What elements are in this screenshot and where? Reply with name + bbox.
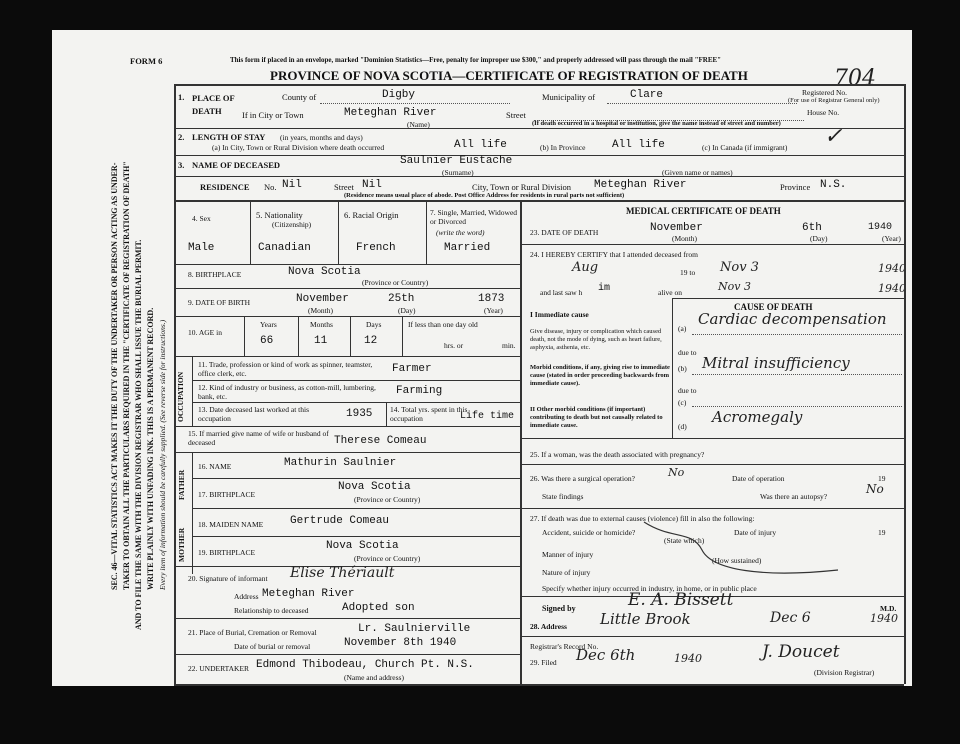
municipality-label: Municipality of bbox=[542, 92, 596, 102]
stay-a-value: All life bbox=[454, 139, 507, 151]
form-right-border bbox=[904, 84, 906, 684]
deceased-label: NAME OF DECEASED bbox=[192, 160, 280, 170]
side-instructions-1: SEC. 46—VITAL STATISTICS ACT MAKES IT THE DUTY OF THE UNDERTAKER OR PERSON ACTING AS UNDER- bbox=[110, 162, 119, 590]
medical-heading: MEDICAL CERTIFICATE OF DEATH bbox=[626, 206, 781, 216]
divider-11-12 bbox=[192, 380, 520, 381]
street-label: Street bbox=[506, 110, 526, 120]
attended-year: 1940 bbox=[878, 262, 906, 275]
place-num: 1. bbox=[178, 92, 185, 102]
death-date-label: 23. DATE OF DEATH bbox=[530, 228, 599, 237]
age-col-1 bbox=[244, 316, 245, 356]
filed-label: 29. Filed bbox=[530, 658, 557, 667]
deceased-value: Saulnier Eustache bbox=[400, 155, 513, 167]
reg-record-label: Registrar's Record No. bbox=[530, 642, 599, 651]
divider-10-11 bbox=[174, 356, 520, 357]
burial-place-label: 21. Place of Burial, Cremation or Removal bbox=[188, 628, 317, 637]
column-divider bbox=[520, 200, 522, 684]
residence-label: RESIDENCE bbox=[200, 182, 250, 192]
min-label: min. bbox=[502, 341, 516, 350]
spouse-value: Therese Comeau bbox=[334, 435, 427, 447]
due-to-2: due to bbox=[678, 386, 697, 395]
form-bottom-border bbox=[174, 684, 904, 686]
age-label: 10. AGE in bbox=[188, 328, 222, 337]
cause-b-line bbox=[692, 374, 902, 375]
stay-b-label: (b) In Province bbox=[540, 143, 586, 152]
q26-value: No bbox=[668, 466, 685, 479]
divider-1-2 bbox=[174, 128, 904, 129]
years-label: Years bbox=[260, 320, 277, 329]
last-saw-label: and last saw h bbox=[540, 288, 583, 297]
residence-street-value: Nil bbox=[362, 179, 382, 191]
divider-23-24 bbox=[520, 244, 904, 245]
months-label: Months bbox=[310, 320, 333, 329]
sex-value: Male bbox=[188, 242, 215, 254]
father-name-label: 16. NAME bbox=[198, 462, 232, 471]
divider-15-16 bbox=[174, 452, 520, 453]
city-name-label: (Name) bbox=[407, 120, 430, 129]
lastworked-value: 1935 bbox=[346, 408, 373, 420]
nationality-label: 5. Nationality bbox=[256, 210, 303, 220]
sig-address-label: 28. Address bbox=[530, 622, 567, 631]
dob-year-label: (Year) bbox=[484, 306, 503, 315]
divider-14-15 bbox=[174, 426, 520, 427]
form-top-border bbox=[174, 84, 904, 86]
dob-label: 9. DATE OF BIRTH bbox=[188, 298, 251, 307]
marital-label: 7. Single, Married, Widowed or Divorced bbox=[430, 208, 518, 226]
informant-address: Meteghan River bbox=[262, 588, 355, 600]
immediate-label: I Immediate cause bbox=[530, 310, 589, 319]
autopsy-value: No bbox=[866, 482, 884, 496]
filed-value: Dec 6th bbox=[576, 646, 636, 664]
city-value: Meteghan River bbox=[344, 107, 437, 119]
manner-label: Manner of injury bbox=[542, 550, 594, 559]
registrar-label: (Division Registrar) bbox=[814, 668, 875, 677]
dob-day-label: (Day) bbox=[398, 306, 416, 315]
cause-d-label: (d) bbox=[678, 422, 687, 431]
other-label: II Other morbid conditions (if important) contributing to death but not causally related to immediate cause. bbox=[530, 406, 663, 429]
divider-21-22 bbox=[174, 654, 520, 655]
residence-province-label: Province bbox=[780, 182, 811, 192]
totalyrs-value: Life time bbox=[459, 411, 514, 422]
stay-c-check: ✓ bbox=[824, 124, 843, 149]
state-findings: State findings bbox=[542, 492, 584, 501]
residence-note: (Residence means usual place of abode. Post Office Address for residents in rural parts not sufficient) bbox=[344, 192, 625, 199]
burial-date: November 8th 1940 bbox=[344, 637, 457, 649]
divider-24-25 bbox=[520, 438, 904, 439]
residence-no-label: No. bbox=[264, 182, 277, 192]
father-name-value: Mathurin Saulnier bbox=[284, 457, 397, 469]
relation-label: Relationship to deceased bbox=[234, 606, 309, 615]
burial-date-label: Date of burial or removal bbox=[234, 642, 311, 651]
divider-26-27 bbox=[520, 508, 904, 509]
house-no-label: House No. bbox=[807, 108, 840, 117]
signed-label: Signed by bbox=[542, 604, 576, 613]
burial-place: Lr. Saulnierville bbox=[358, 623, 471, 635]
date-op-19: 19 bbox=[878, 474, 886, 483]
mother-name-label: 18. MAIDEN NAME bbox=[198, 520, 264, 529]
father-side-label: FATHER bbox=[177, 469, 186, 500]
sig-date: Dec 6 bbox=[770, 610, 811, 626]
birthplace-label: 8. BIRTHPLACE bbox=[188, 270, 242, 279]
death-day-label: (Day) bbox=[810, 234, 828, 243]
undertaker-value: Edmond Thibodeau, Church Pt. N.S. bbox=[256, 659, 474, 671]
occupation-side-border bbox=[192, 356, 193, 426]
cause-a-line bbox=[692, 334, 902, 335]
divider-16-17 bbox=[192, 478, 520, 479]
parent-side-border bbox=[192, 452, 193, 574]
registered-no-label: Registered No. bbox=[802, 88, 847, 97]
registered-no-note: (For use of Registrar General only) bbox=[788, 97, 880, 104]
municipality-line bbox=[607, 103, 797, 104]
place-label: PLACE OF DEATH bbox=[192, 93, 235, 116]
stay-num: 2. bbox=[178, 132, 185, 142]
cause-a-label: (a) bbox=[678, 324, 687, 333]
q25: 25. If a woman, was the death associated with pregnancy? bbox=[530, 450, 705, 459]
father-birthplace-label: 17. BIRTHPLACE bbox=[198, 490, 256, 499]
col-6-7 bbox=[426, 202, 427, 264]
side-instructions-4: WRITE PLAINLY WITH UNFADING INK. THIS IS A PERMANENT RECORD. bbox=[146, 307, 155, 590]
age-days: 12 bbox=[364, 335, 378, 347]
mother-birthplace-value: Nova Scotia bbox=[326, 540, 399, 552]
spouse-label: 15. If married give name of wife or husband of deceased bbox=[188, 429, 329, 447]
divider-12-13 bbox=[192, 402, 520, 403]
county-label: County of bbox=[282, 92, 317, 102]
attended-to: Nov 3 bbox=[720, 260, 759, 275]
certify-label: 24. I HEREBY CERTIFY that I attended deceased from bbox=[530, 250, 698, 259]
undertaker-note: (Name and address) bbox=[344, 673, 404, 682]
less-than-day-label: If less than one day old bbox=[408, 320, 478, 329]
date-injury-label: Date of injury bbox=[734, 528, 777, 537]
divider-20-21 bbox=[174, 618, 520, 619]
age-col-4 bbox=[402, 316, 403, 356]
autopsy-label: Was there an autopsy? bbox=[760, 492, 828, 501]
divider-7-8 bbox=[174, 264, 520, 265]
marital-value: Married bbox=[444, 242, 491, 254]
divider-18-19 bbox=[192, 536, 520, 537]
due-to-1: due to bbox=[678, 348, 697, 357]
hospital-note: (If death occurred in a hospital or institution, give the name instead of street and number) bbox=[532, 120, 781, 127]
date-op-label: Date of operation bbox=[732, 474, 785, 483]
dob-year: 1873 bbox=[478, 293, 505, 305]
date-injury-19: 19 bbox=[878, 528, 886, 537]
relation-value: Adopted son bbox=[342, 602, 415, 614]
dob-day: 25th bbox=[388, 293, 415, 305]
alive-year: 1940 bbox=[878, 282, 906, 295]
attended-from: Aug bbox=[572, 260, 599, 275]
father-prov-note: (Province or Country) bbox=[354, 495, 421, 504]
informant-signature: Elise Thériault bbox=[290, 565, 395, 581]
age-col-2 bbox=[298, 316, 299, 356]
envelope-note: This form if placed in an envelope, marked "Dominion Statistics—Free, penalty for improper use $300," and properly addressed will pass through the mail "FREE" bbox=[230, 56, 722, 64]
stay-c-label: (c) In Canada (if immigrant) bbox=[702, 143, 788, 152]
informant-address-label: Address bbox=[234, 592, 259, 601]
death-year-label: (Year) bbox=[882, 234, 901, 243]
residence-no-value: Nil bbox=[282, 179, 302, 191]
divider-28-29 bbox=[520, 636, 904, 637]
father-birthplace-value: Nova Scotia bbox=[338, 481, 411, 493]
death-certificate bbox=[52, 30, 912, 686]
divider-9-10 bbox=[174, 316, 520, 317]
lastworked-label: 13. Date deceased last worked at this occupation bbox=[198, 405, 310, 423]
birthplace-value: Nova Scotia bbox=[288, 266, 361, 278]
mother-name-value: Gertrude Comeau bbox=[290, 515, 390, 527]
trade-label: 11. Trade, profession or kind of work as spinner, teamster, office clerk, etc. bbox=[198, 360, 373, 378]
age-years: 66 bbox=[260, 335, 274, 347]
informant-sig-label: 20. Signature of informant bbox=[188, 574, 268, 583]
certificate-title: PROVINCE OF NOVA SCOTIA—CERTIFICATE OF REGISTRATION OF DEATH bbox=[270, 68, 748, 83]
pen-stroke bbox=[642, 520, 842, 580]
totalyrs-label: 14. Total yrs. spent in this occupation bbox=[390, 405, 468, 423]
nationality-note: (Citizenship) bbox=[272, 220, 312, 229]
last-saw-value: im bbox=[598, 283, 611, 294]
residence-province-value: N.S. bbox=[820, 179, 847, 191]
side-instructions-2: TAKER TO OBTAIN ALL THE PARTICULARS REQUIRED IN THE "CERTIFICATE OF REGISTRATION OF DEATH" bbox=[122, 161, 131, 590]
county-value: Digby bbox=[382, 89, 416, 101]
origin-label: 6. Racial Origin bbox=[344, 210, 399, 220]
sig-address-value: Little Brook bbox=[600, 610, 691, 628]
surname-label: (Surname) bbox=[442, 168, 474, 177]
sig-year: 1940 bbox=[870, 612, 898, 625]
divider-3-res bbox=[174, 176, 904, 177]
specify-label: Specify whether injury occurred in industry, in home, or in public place bbox=[542, 584, 757, 593]
cause-left-line bbox=[672, 298, 673, 438]
accident-label: Accident, suicide or homicide? bbox=[542, 528, 636, 537]
nationality-value: Canadian bbox=[258, 242, 311, 254]
city-label: If in City or Town bbox=[242, 110, 304, 120]
col-5-6 bbox=[338, 202, 339, 264]
residence-city-value: Meteghan River bbox=[594, 179, 687, 191]
cause-top-line bbox=[672, 298, 904, 299]
stay-a-label: (a) In City, Town or Rural Division where death occurred bbox=[212, 143, 385, 152]
divider-8-9 bbox=[174, 288, 520, 289]
death-date-year: 1940 bbox=[868, 222, 893, 233]
cause-a-value: Cardiac decompensation bbox=[698, 310, 887, 328]
dob-month-label: (Month) bbox=[308, 306, 333, 315]
divider-2-3 bbox=[174, 155, 904, 156]
md-label: M.D. bbox=[880, 604, 897, 613]
cause-heading: CAUSE OF DEATH bbox=[734, 302, 813, 312]
side-instructions-3: AND TO FILE THE SAME WITH THE DIVISION REGISTRAR WHO SHALL ISSUE THE BURIAL PERMIT. bbox=[134, 239, 143, 630]
age-months: 11 bbox=[314, 335, 328, 347]
industry-label: 12. Kind of industry or business, as cotton-mill, lumbering, bank, etc. bbox=[198, 383, 376, 401]
cause-c-line bbox=[692, 406, 902, 407]
to-label: 19 to bbox=[680, 268, 696, 277]
birthplace-note: (Province or Country) bbox=[362, 278, 429, 287]
origin-value: French bbox=[356, 242, 396, 254]
side-instructions-5: Every item of information should be carefully supplied. (See reverse side for instructions.) bbox=[158, 319, 167, 590]
occupation-side-label: OCCUPATION bbox=[176, 371, 185, 422]
nature-label: Nature of injury bbox=[542, 568, 591, 577]
divider-17-18 bbox=[192, 508, 520, 509]
cause-b-value: Mitral insufficiency bbox=[702, 354, 850, 372]
alive-value: Nov 3 bbox=[718, 280, 751, 293]
registrar-signature: J. Doucet bbox=[762, 642, 840, 662]
municipality-value: Clare bbox=[630, 89, 664, 101]
cause-c-label: (c) bbox=[678, 398, 687, 407]
cause-b-label: (b) bbox=[678, 364, 687, 373]
sex-label: 4. Sex bbox=[192, 214, 211, 223]
death-date-day: 6th bbox=[802, 222, 822, 234]
stay-label: LENGTH OF STAY bbox=[192, 132, 266, 142]
county-line bbox=[320, 103, 510, 104]
signed-value: E. A. Bissett bbox=[628, 590, 734, 610]
given-label: (Given name or names) bbox=[662, 168, 733, 177]
col-13-14 bbox=[386, 402, 387, 426]
stay-b-value: All life bbox=[612, 139, 665, 151]
how-sustained: (How sustained) bbox=[712, 556, 762, 565]
death-date-month: November bbox=[650, 222, 703, 234]
dob-month: November bbox=[296, 293, 349, 305]
state-which: (State which) bbox=[664, 536, 705, 545]
filed-year: 1940 bbox=[674, 652, 702, 665]
q26: 26. Was there a surgical operation? bbox=[530, 474, 635, 483]
hrs-label: hrs. or bbox=[444, 341, 464, 350]
divider-25-26 bbox=[520, 464, 904, 465]
alive-label: alive on bbox=[658, 288, 682, 297]
marital-note: (write the word) bbox=[436, 228, 485, 237]
undertaker-label: 22. UNDERTAKER bbox=[188, 664, 250, 673]
form-number: FORM 6 bbox=[130, 56, 163, 66]
q27: 27. If death was due to external causes (violence) fill in also the following: bbox=[530, 514, 755, 523]
mother-side-label: MOTHER bbox=[177, 527, 186, 562]
stay-label-note: (in years, months and days) bbox=[280, 133, 363, 142]
cause-d-value: Acromegaly bbox=[712, 408, 803, 426]
deceased-num: 3. bbox=[178, 160, 185, 170]
immediate-note: Give disease, injury or complication which caused death, not the mode of dying, such as heart failure, asphyxia, asthenia, etc. bbox=[530, 328, 662, 351]
mother-birthplace-label: 19. BIRTHPLACE bbox=[198, 548, 256, 557]
residence-city-label: City, Town or Rural Division bbox=[472, 182, 572, 192]
age-col-3 bbox=[350, 316, 351, 356]
morbid-label: Morbid conditions, if any, giving rise to immediate cause (stated in order proceeding backwards from immediate cause). bbox=[530, 364, 670, 387]
mother-prov-note: (Province or Country) bbox=[354, 554, 421, 563]
residence-street-label: Street bbox=[334, 182, 354, 192]
days-label: Days bbox=[366, 320, 382, 329]
industry-value: Farming bbox=[396, 385, 443, 397]
registered-no-value: 704 bbox=[834, 66, 876, 91]
death-month-label: (Month) bbox=[672, 234, 697, 243]
divider-res-body bbox=[174, 200, 904, 202]
col-4-5 bbox=[250, 202, 251, 264]
trade-value: Farmer bbox=[392, 363, 432, 375]
